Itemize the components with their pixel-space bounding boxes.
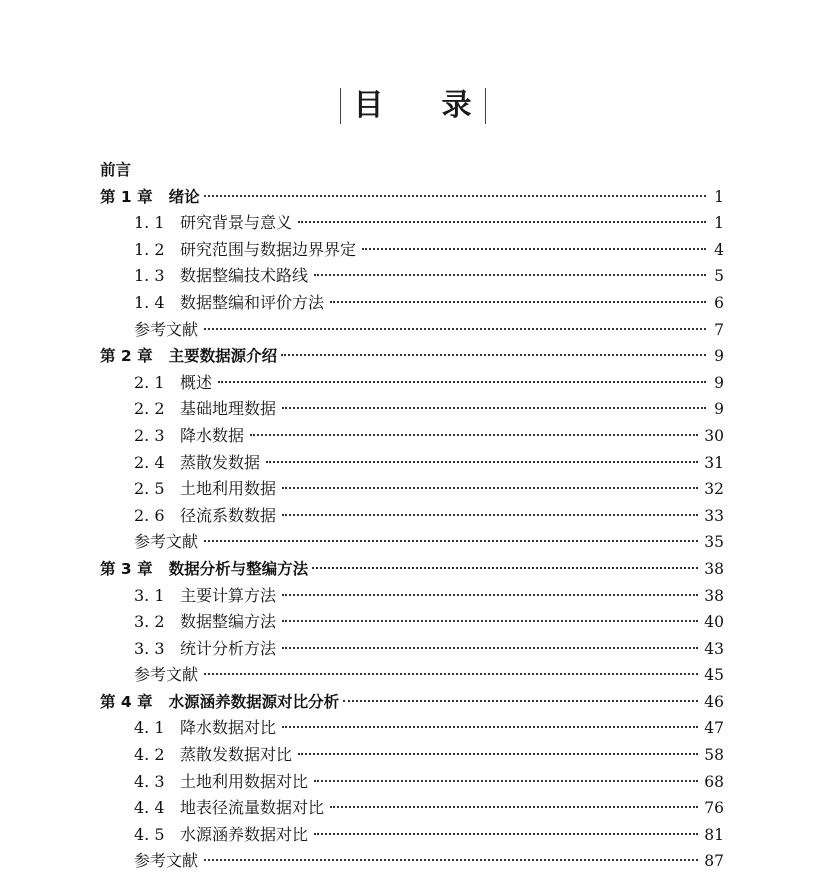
title-left-bar <box>340 88 341 124</box>
toc-entry-label: 数据整编技术路线 <box>180 266 309 286</box>
toc-entry-number: 第 2 章 <box>100 347 153 366</box>
dot-leader <box>330 806 698 808</box>
dot-leader <box>314 274 706 276</box>
toc-entry-number: 3. 1 <box>134 585 165 605</box>
toc-entry-number: 第 4 章 <box>100 692 153 711</box>
toc-entry-number: 1. 3 <box>134 266 165 286</box>
toc-entry-label: 概述 <box>180 372 213 392</box>
toc-entry[interactable] <box>100 662 724 689</box>
toc-entry-number: 3. 3 <box>134 638 165 658</box>
toc-entry-label: 土地利用数据 <box>180 479 277 499</box>
dot-leader <box>298 753 698 755</box>
toc-entry-page-number: 9 <box>714 373 724 392</box>
toc-entry[interactable] <box>100 396 724 423</box>
toc-entry-number: 4. 5 <box>134 824 165 844</box>
dot-leader <box>282 487 698 489</box>
toc-entry[interactable] <box>100 237 724 264</box>
toc-entry-page-number: 68 <box>704 772 724 791</box>
dot-leader <box>282 514 698 516</box>
dot-leader <box>282 726 698 728</box>
toc-entry-page-number: 5 <box>714 267 724 286</box>
toc-entry-label: 主要计算方法 <box>180 585 277 605</box>
toc-entry-page-number: 47 <box>704 719 724 738</box>
toc-entry-page-number: 1 <box>714 187 724 206</box>
toc-entry-label: 数据分析与整编方法 <box>168 559 309 578</box>
toc-entry-label: 研究背景与意义 <box>180 213 293 233</box>
toc-entry-number: 1. 2 <box>134 239 165 259</box>
dot-leader <box>266 461 698 463</box>
toc-entry[interactable] <box>100 583 724 610</box>
toc-entry[interactable] <box>100 636 724 663</box>
toc-entry-number: 第 1 章 <box>100 187 153 206</box>
toc-entry[interactable] <box>100 263 724 290</box>
toc-entry-number: 4. 4 <box>134 798 165 818</box>
toc-entry-number: 1. 1 <box>134 213 165 233</box>
dot-leader <box>312 567 698 569</box>
toc-entry[interactable] <box>100 184 724 211</box>
dot-leader <box>330 301 706 303</box>
toc-entry[interactable] <box>100 423 724 450</box>
title-char-2: 录 <box>441 88 472 123</box>
toc-entry-label: 土地利用数据对比 <box>180 771 309 791</box>
dot-leader <box>281 354 706 356</box>
toc-entry-number: 2. 2 <box>134 399 165 419</box>
toc-entry-number: 1. 4 <box>134 292 165 312</box>
toc-entry[interactable] <box>100 210 724 237</box>
toc-entry-number: 2. 3 <box>134 425 165 445</box>
toc-entry-label: 数据整编方法 <box>180 612 277 632</box>
toc-entry[interactable] <box>100 715 724 742</box>
toc-entry-label: 前言 <box>100 161 132 179</box>
title-right-bar <box>485 88 486 124</box>
dot-leader <box>282 620 698 622</box>
dot-leader <box>314 833 698 835</box>
toc-entry-label: 统计分析方法 <box>180 638 277 658</box>
dot-leader <box>282 594 698 596</box>
toc-entry-label: 研究范围与数据边界界定 <box>180 239 357 259</box>
toc-entry-page-number: 1 <box>714 214 724 233</box>
toc-entry-label: 蒸散发数据对比 <box>180 745 293 765</box>
toc-entry[interactable] <box>100 795 724 822</box>
dot-leader <box>282 407 706 409</box>
dot-leader <box>204 540 698 542</box>
dot-leader <box>362 248 706 250</box>
dot-leader <box>298 221 706 223</box>
toc-entry-number: 2. 4 <box>134 452 165 472</box>
toc-entry-page-number: 9 <box>714 400 724 419</box>
toc-entry[interactable] <box>100 848 724 875</box>
toc-entry[interactable] <box>100 529 724 556</box>
toc-entry-number: 2. 5 <box>134 479 165 499</box>
toc-entry[interactable] <box>100 343 724 370</box>
toc-entry-page-number: 35 <box>704 533 724 552</box>
toc-entry-number: 2. 6 <box>134 505 165 525</box>
dot-leader <box>204 328 706 330</box>
toc-entry[interactable] <box>100 317 724 344</box>
toc-entry-page-number: 40 <box>704 613 724 632</box>
toc-entry-label: 水源涵养数据源对比分析 <box>168 692 340 711</box>
toc-entry-label: 水源涵养数据对比 <box>180 824 309 844</box>
toc-entry-number: 4. 1 <box>134 718 165 738</box>
toc-entry-label: 蒸散发数据 <box>180 452 261 472</box>
toc-entry-number: 2. 1 <box>134 372 165 392</box>
toc-entry-label: 参考文献 <box>134 319 199 339</box>
toc-entry-page-number: 32 <box>704 480 724 499</box>
toc-entry-label: 径流系数数据 <box>180 505 277 525</box>
toc-entry-number: 第 3 章 <box>100 559 153 578</box>
toc-entry-label: 降水数据 <box>180 425 245 445</box>
toc-entry[interactable] <box>100 822 724 849</box>
toc-entry-page-number: 87 <box>704 852 724 871</box>
toc-entry-label: 参考文献 <box>134 851 199 871</box>
toc-entry[interactable] <box>100 769 724 796</box>
toc-entry[interactable] <box>100 290 724 317</box>
toc-entry-label: 数据整编和评价方法 <box>180 292 325 312</box>
toc-entry-page-number: 30 <box>704 426 724 445</box>
toc-entry-label: 主要数据源介绍 <box>168 347 278 366</box>
title-char-1: 目 <box>353 88 384 123</box>
dot-leader <box>218 381 706 383</box>
toc-entry-label: 参考文献 <box>134 665 199 685</box>
toc-entry[interactable] <box>100 556 724 583</box>
page-title <box>0 86 825 126</box>
toc-entry-page-number: 6 <box>714 293 724 312</box>
toc-entry-number: 4. 3 <box>134 771 165 791</box>
dot-leader <box>314 780 698 782</box>
toc-entry-page-number: 7 <box>714 320 724 339</box>
toc-entry-number: 4. 2 <box>134 745 165 765</box>
toc-entry-label: 参考文献 <box>134 532 199 552</box>
toc-entry[interactable] <box>100 370 724 397</box>
toc-entry-number: 3. 2 <box>134 612 165 632</box>
toc-entry[interactable] <box>100 742 724 769</box>
toc-entry[interactable] <box>100 689 724 716</box>
toc-entry[interactable] <box>100 503 724 530</box>
toc-entry-page-number: 38 <box>704 586 724 605</box>
toc-entry-page-number: 33 <box>704 506 724 525</box>
dot-leader <box>204 195 706 197</box>
dot-leader <box>204 673 698 675</box>
toc-entry-page-number: 81 <box>704 825 724 844</box>
toc-entry-label: 绪论 <box>168 187 200 206</box>
toc-entry-label: 地表径流量数据对比 <box>180 798 325 818</box>
toc-entry[interactable] <box>100 450 724 477</box>
table-of-contents <box>100 157 724 875</box>
toc-entry[interactable] <box>100 157 724 184</box>
toc-entry-page-number: 58 <box>704 746 724 765</box>
toc-entry-page-number: 46 <box>704 692 724 711</box>
toc-entry-page-number: 4 <box>714 240 724 259</box>
toc-entry-page-number: 9 <box>714 347 724 366</box>
dot-leader <box>282 647 698 649</box>
toc-entry-page-number: 31 <box>704 453 724 472</box>
toc-entry-label: 基础地理数据 <box>180 399 277 419</box>
toc-entry-label: 降水数据对比 <box>180 718 277 738</box>
dot-leader <box>204 859 698 861</box>
toc-entry[interactable] <box>100 476 724 503</box>
dot-leader <box>250 434 698 436</box>
dot-leader <box>343 700 698 702</box>
toc-entry-page-number: 76 <box>704 799 724 818</box>
toc-entry[interactable] <box>100 609 724 636</box>
toc-entry-page-number: 45 <box>704 666 724 685</box>
title-box <box>340 86 486 126</box>
toc-entry-page-number: 38 <box>704 559 724 578</box>
toc-entry-page-number: 43 <box>704 639 724 658</box>
